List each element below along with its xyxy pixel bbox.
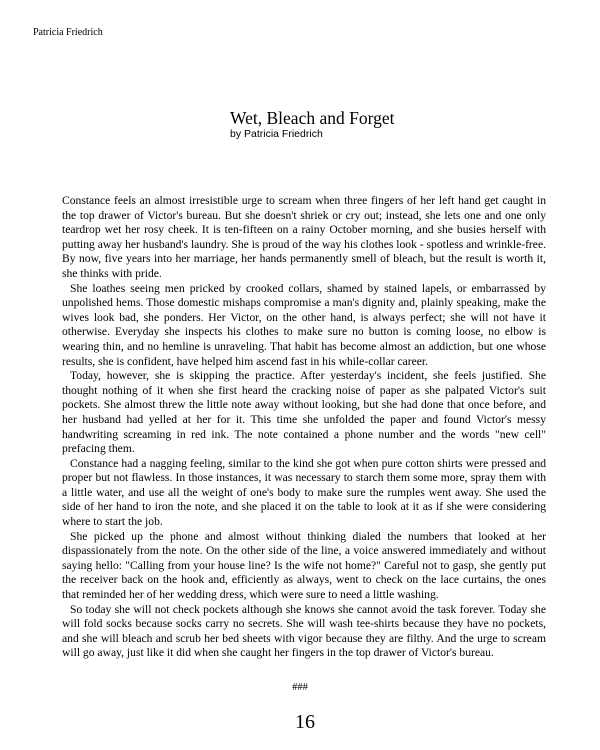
paragraph-2: She loathes seeing men pricked by crooked collars, shamed by stained lapels, or embarrassed by unpolished hems. Those domestic mishaps compromise a man's dignity and, plainly speaking, make the wives look bad, she ponders. Her Victor, on the other hand, is always perfect; she will not have it otherwise. Everyday she inspects his clothes to make sure no button is coming loose, no elbow is wearing thin, and no hemline is unraveling. That habit has become almost an addiction, but one whose results, she is confident, have helped him ascend fast in his while-collar career. [62,281,546,368]
page-number: 16 [295,711,315,733]
paragraph-4: Constance had a nagging feeling, similar to the kind she got when pure cotton shirts were pressed and proper but not flawless. In those instances, it was necessary to starch them some more, spray them with a little water, and use all the weight of one's body to make sure the rumples went away. She used the side of her hand to iron the note, and she placed it on the table to look at it as if she were considering where to start the job. [62,456,546,529]
running-header-author: Patricia Friedrich [33,27,103,38]
section-separator: ### [292,682,308,693]
paragraph-6: So today she will not check pockets although she knows she cannot avoid the task forever. Today she will fold socks because socks carry no secrets. She will wash tee-shirts because they have no pockets, and she will bleach and scrub her bed sheets with vigor because they are filthy. And the urge to scream will go away, just like it did when she caught her fingers in the top drawer of Victor's bureau. [62,602,546,660]
paragraph-3: Today, however, she is skipping the practice. After yesterday's incident, she feels justified. She thought nothing of it when she first heard the cracking noise of paper as she palpated Victor's suit pockets. She almost threw the little note away without looking, but she had done that once before, and her husband had yelled at her for it. This time she unfolded the paper and found Victor's messy handwriting screaming in red ink. The note contained a phone number and the words "new cell" prefacing them. [62,369,546,456]
story-title: Wet, Bleach and Forget [230,108,395,128]
paragraph-1: Constance feels an almost irresistible urge to scream when three fingers of her left hand get caught in the top drawer of Victor's bureau. But she doesn't shriek or cry out; instead, she lets one and one only teardrop wet her rosy cheek. It is ten-fifteen on a rainy October morning, and she busies herself with putting away her husband's laundry. She is proud of the way his clothes look - spotless and wrinkle-free. By now, five years into her marriage, her hands permanently smell of bleach, but the result is worth it, she thinks with pride. [62,194,546,280]
story-byline: by Patricia Friedrich [230,128,323,140]
story-body [62,194,546,661]
title-block [230,108,394,141]
paragraph-5: She picked up the phone and almost without thinking dialed the numbers that looked at her dispassionately from the note. On the other side of the line, a voice answered immediately and without saying hello: "Calling from your house line? Is the wife not home?" Careful not to gasp, she gently put the receiver back on the hook and, efficiently as always, went to check on the lace curtains, the ones that reminded her of her wedding dress, which were sure to need a little washing. [62,529,546,602]
